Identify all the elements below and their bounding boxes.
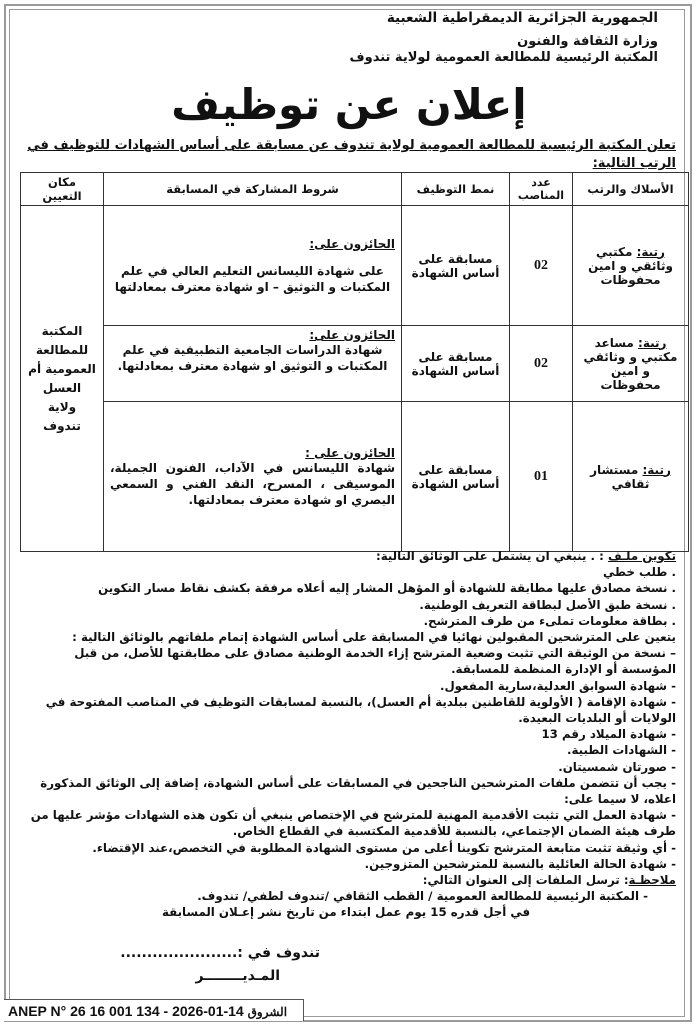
conditions-cell: [104, 326, 402, 402]
grade-name: مكتبي وثائقي و امين محفوظات: [588, 244, 673, 287]
conditions-cell: [104, 206, 402, 326]
dossier-item: . نسخة طبق الأصل لبطاقة التعريف الوطنية.: [419, 597, 676, 612]
note-label: ملاحظـة: [628, 873, 676, 888]
final-doc-item: - شهادة الإقامة ( الأولوية للقاطنين ببلدية أم العسل)، بالنسبة لمسابقات التوظيف في المناصب المفتوحة في الولايات أو البلديات البعيدة.: [45, 694, 676, 726]
mailing-address: - المكتبة الرئيسية للمطالعة العمومية / القطب الثقافي /تندوف لطفي/ تندوف.: [197, 889, 648, 904]
conditions-lead: الحائزون على:: [309, 236, 395, 251]
positions-table: [20, 172, 689, 552]
final-doc-item: - شهادة الحالة العائلية بالنسبة للمترشحين المتزوجين.: [364, 856, 676, 871]
grade-name: مستشار ثقافي: [590, 462, 650, 491]
final-doc-item: - شهادة العمل التي تثبت الأقدمية المهنية للمترشح في الإختصاص ينبغي أن تكون هذه الشهادات مؤشر عليها من طرف هيئة الضمان الإجتماعي، بالنسبة للأقدمية المكتسبة في القطاع الخاص.: [30, 808, 676, 839]
table-row: [21, 326, 689, 402]
final-docs-intro: يتعين على المترشحين المقبولين نهائيا في المسابقة على أساس الشهادة إتمام ملفاتهم بالوثائق التالية :: [72, 630, 676, 645]
grade-label: رتبة:: [642, 462, 671, 477]
final-doc-item: - شهادة الميلاد رقم 13: [541, 727, 676, 742]
mode-cell: مسابقة على أساس الشهادة: [402, 326, 510, 402]
mode-cell: مسابقة على أساس الشهادة: [402, 206, 510, 326]
final-doc-item: – نسخة من الوثيقة التي تثبت وضعية المترشح إزاء الخدمة الوطنية مصادق على مطابقتها للأصل، من قبل المؤسسة أو الإدارة المنظمة للمسابقة.: [74, 646, 676, 677]
dossier-item: . طلب خطي: [602, 565, 676, 580]
dossier-label: تكوين ملـف: [607, 549, 676, 563]
final-doc-item: - صورتان شمسيتان.: [558, 759, 676, 774]
header-place: مكان التعيين: [21, 173, 104, 206]
signature-place-date: تندوف في :......................: [120, 945, 320, 961]
conditions-text: على شهادة الليسانس التعليم العالي في علم المكتبات و التوثيق – او شهادة معترف بمعادلتها: [114, 263, 391, 294]
signature-director: المـديــــــــر: [195, 968, 280, 984]
conditions-cell: [104, 402, 402, 552]
final-doc-item: - شهادة السوابق العدلية،سارية المفعول.: [439, 678, 676, 693]
grade-cell: [573, 402, 689, 552]
announcement-title: إعلان عن توظيف: [171, 80, 527, 129]
publication-name: الشروق: [247, 1005, 288, 1019]
conditions-lead: الحائزون على :: [305, 445, 395, 460]
grade-cell: [573, 206, 689, 326]
grade-label: رتبة:: [636, 244, 665, 259]
conditions-text: شهادة الليسانس في الآداب، الفنون الجميلة، الموسيقى ، المسرح، النقد الفني و السمعي البصري او شهادة معترف بمعادلتها.: [110, 460, 395, 507]
dossier-item: . نسخة مصادق عليها مطابقة للشهادة أو المؤهل المشار إليه أعلاه مرفقة بكشف نقاط مسار التكوين: [98, 581, 676, 596]
dossier-item: . بطاقة معلومات تملىء من طرف المترشح.: [423, 613, 676, 628]
anep-reference: [4, 999, 304, 1021]
grade-label: رتبة:: [638, 335, 667, 350]
final-doc-item: - الشهادات الطبية.: [567, 743, 676, 758]
count-cell: 02: [510, 326, 573, 402]
note: [16, 872, 676, 888]
count-cell: 01: [510, 402, 573, 552]
republic-heading: الجمهورية الجزائرية الديمقراطية الشعبية: [386, 10, 658, 26]
mode-cell: مسابقة على أساس الشهادة: [402, 402, 510, 552]
library-heading: المكتبة الرئيسية للمطالعة العمومية لولاية تندوف: [349, 50, 658, 65]
dossier-section: [16, 548, 676, 921]
deadline: في أجل قدره 15 يوم عمل ابتداء من تاريخ نشر إعـلان المسابقة: [161, 905, 531, 920]
conditions-lead: الحائزون على:: [309, 328, 395, 342]
final-doc-item: - يجب أن تتضمن ملفات المترشحين الناجحين في المسابقات على أساس الشهادة، إضافة إلى الوثائق المذكورة اعلاه، لا سيما على:: [40, 775, 676, 807]
header-conditions: شروط المشاركة في المسابقة: [104, 173, 402, 206]
header-count: عدد المناصب: [510, 173, 573, 206]
ministry-heading: وزارة الثقافة والفنون: [517, 34, 658, 49]
header-mode: نمط التوظيف: [402, 173, 510, 206]
final-doc-item: - أي وثيقة تثبت متابعة المترشح تكوينا أعلى من مستوى الشهادة المطلوبة في التخصص،عند الإقتضاء.: [92, 840, 676, 855]
anep-number: ANEP N° 26 16 001 134 - 2026-01-14: [8, 1003, 244, 1019]
table-header-row: [21, 173, 689, 206]
conditions-text: شهادة الدراسات الجامعية التطبيقية في علم المكتبات و التوثيق او شهادة معترف بمعادلتها.: [117, 343, 388, 373]
header-grade: الأسلاك والرتب: [573, 173, 689, 206]
note-intro: : ترسل الملفات إلى العنوان التالي:: [422, 873, 629, 888]
grade-name: مساعد مكتبي و وثائقي و امين محفوظات: [583, 335, 678, 392]
count-cell: 02: [510, 206, 573, 326]
dossier-intro: : . ينبغي ان يشتمل على الوثائق التالية:: [376, 549, 608, 563]
table-row: [21, 206, 689, 326]
grade-cell: [573, 326, 689, 402]
dossier-heading: [16, 548, 676, 564]
announcement-intro: تعلن المكتبة الرئيسية للمطالعة العمومية لولاية تندوف عن مسابقة على أساس الشهادات للتوظيف في الرتب التالية:: [27, 138, 676, 171]
table-row: [21, 402, 689, 552]
place-cell: المكتبة للمطالعة العمومية أم العسل ولاية تندوف: [21, 206, 104, 552]
